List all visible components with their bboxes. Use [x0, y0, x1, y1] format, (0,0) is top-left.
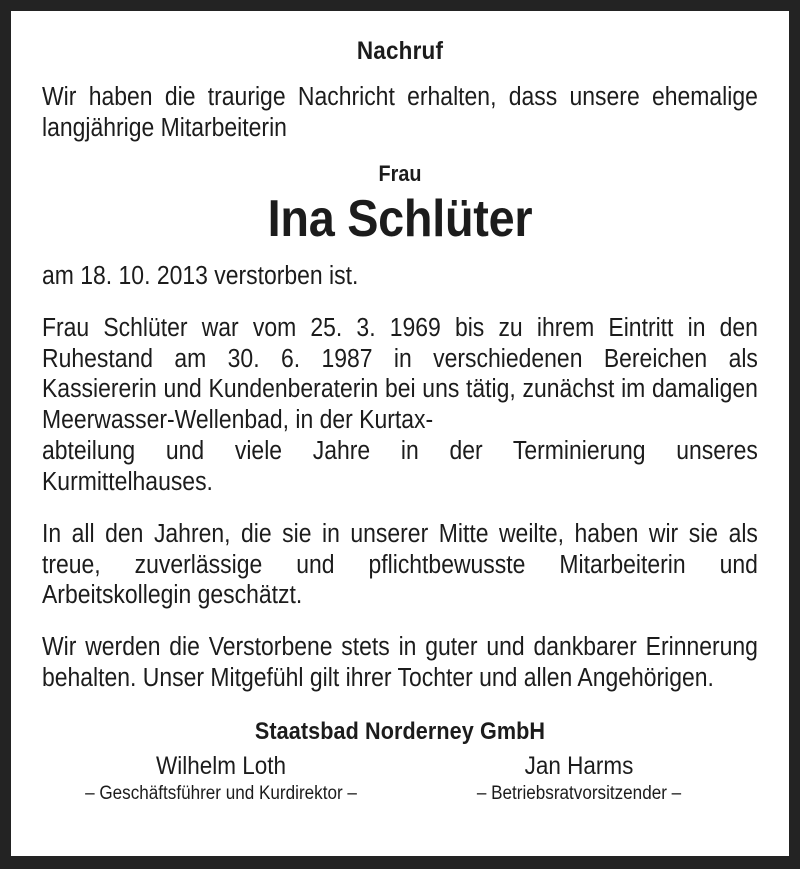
signatory-secondary-name: Jan Harms [524, 751, 634, 780]
signatory-primary-name: Wilhelm Loth [155, 751, 287, 780]
date-of-death-line [42, 261, 758, 292]
signatory-primary-name-row [42, 752, 400, 782]
remembrance-paragraph [42, 632, 758, 694]
obituary-intro-paragraph [42, 82, 758, 144]
obituary-headline [42, 37, 758, 66]
obituary-intro-text: Wir haben die traurige Nachricht erhalten, dass unsere ehemalige langjährige Mitarbeiterin [42, 83, 758, 142]
tribute-paragraph [42, 519, 758, 612]
organization-name-text: Staatsbad Norderney GmbH [254, 717, 546, 745]
career-paragraph [42, 313, 758, 436]
obituary-headline-text: Nachruf [356, 37, 444, 65]
career-paragraph-continued [42, 436, 758, 498]
obituary-card [11, 11, 789, 856]
signatory-primary-title: – Geschäftsführer und Kurdirektor – [85, 783, 357, 805]
obituary-salutation [42, 161, 758, 187]
career-paragraph-text-part-one: Frau Schlüter war vom 25. 3. 1969 bis zu ihrem Eintritt in den Ruhestand am 30. 6. 1987 in verschiedenen Bereichen als Kassiererin und Kundenberaterin bei uns tätig, zunächst im damaligen Meerwasser-Wellenbad, in der Kurtax- [42, 313, 758, 435]
tribute-paragraph-text: In all den Jahren, die sie in unserer Mitte weilte, haben wir sie als treue, zuverlässige und pflichtbewusste Mitarbeiterin und Arbeitskollegin geschätzt. [42, 519, 758, 610]
remembrance-paragraph-text: Wir werden die Verstorbene stets in guter und dankbarer Erinnerung behalten. Unser Mitgefühl gilt ihrer Tochter und allen Angehörigen. [42, 633, 758, 693]
signatory-primary [42, 752, 400, 806]
career-paragraph-text-part-two: abteilung und viele Jahre in der Terminierung unseres Kurmittelhauses. [42, 437, 758, 496]
deceased-name [42, 191, 758, 247]
deceased-name-text: Ina Schlüter [267, 189, 533, 248]
date-of-death-text: am 18. 10. 2013 verstorben ist. [42, 261, 359, 290]
organization-name [42, 718, 758, 746]
signatories [42, 752, 758, 806]
signatory-secondary-title: – Betriebsratvorsitzender – [476, 783, 682, 805]
signatory-primary-title-row [42, 783, 400, 806]
signatory-secondary [400, 752, 758, 806]
signatory-secondary-title-row [400, 783, 758, 806]
obituary-salutation-text: Frau [378, 160, 422, 186]
signatory-secondary-name-row [400, 752, 758, 782]
